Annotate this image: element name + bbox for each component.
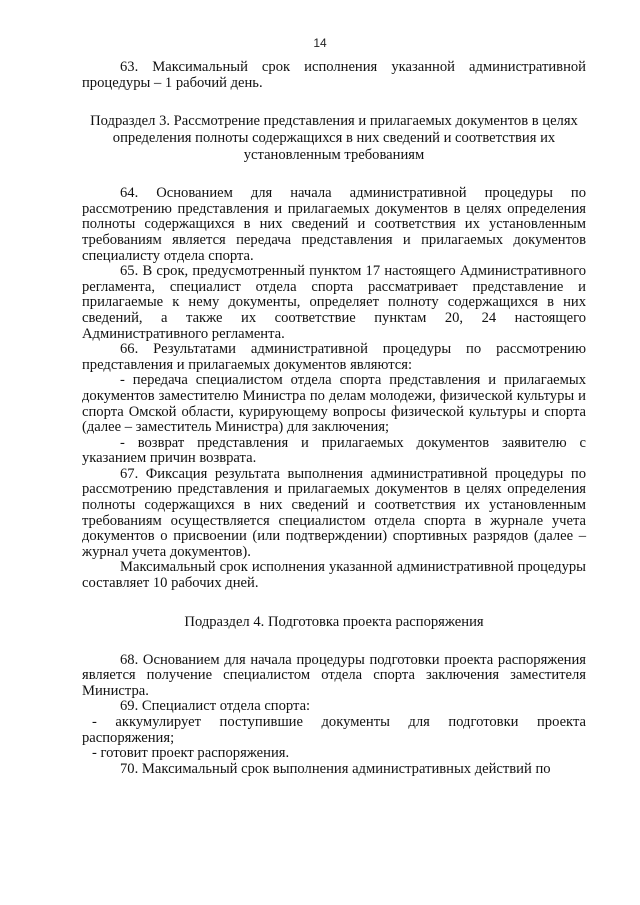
paragraph: 66. Результатами административной процедуры по рассмотрению представления и прилагаемых документов являются: (82, 341, 586, 373)
spacer (82, 91, 586, 113)
section-heading: Подраздел 3. Рассмотрение представления и прилагаемых документов в целях определения полноты содержащихся в них сведений и соответствия их установленным требованиям (90, 113, 578, 164)
paragraph: - возврат представления и прилагаемых документов заявителю с указанием причин возврата. (82, 434, 586, 467)
paragraph: - аккумулирует поступившие документы для подготовки проекта распоряжения; (82, 714, 586, 746)
paragraph: 70. Максимальный срок выполнения административных действий по (120, 760, 551, 777)
spacer (82, 631, 586, 653)
document-body (82, 60, 586, 777)
spacer (82, 592, 586, 614)
paragraph: Максимальный срок исполнения указанной административной процедуры составляет 10 рабочих дней. (82, 559, 586, 592)
spacer (82, 164, 586, 186)
paragraph: - передача специалистом отдела спорта представления и прилагаемых документов заместителю Министра по делам молодежи, физической культуры и спорта Омской области, курирующему вопросы физической культуры и спорта (далее – заместитель Министра) для заключения; (82, 372, 586, 436)
paragraph: 67. Фиксация результата выполнения административной процедуры по рассмотрению представления и прилагаемых документов в целях определения полноты содержащихся в них сведений и соответствия их установленным требованиям осуществляется специалистом отдела спорта в журнале учета документов о присвоении (или подтверждении) спортивных разрядов (далее – журнал учета документов). (82, 465, 586, 560)
paragraph: 69. Специалист отдела спорта: (120, 698, 311, 715)
paragraph: 68. Основанием для начала процедуры подготовки проекта распоряжения является получение специалистом отдела спорта заключения заместителя Министра. (82, 651, 586, 699)
paragraph: - готовит проект распоряжения. (92, 745, 290, 762)
paragraph: 64. Основанием для начала административной процедуры по рассмотрению представления и прилагаемых документов в целях определения полноты содержащихся в них сведений и соответствия их установленным требованиям является передача представления и прилагаемых документов специалисту отдела спорта. (82, 185, 586, 264)
page-number: 14 (313, 36, 327, 50)
paragraph: 65. В срок, предусмотренный пунктом 17 настоящего Административного регламента, специалист отдела спорта рассматривает представление и прилагаемые к нему документы, определяет полноту содержащихся в них сведений, а также их соответствие пунктам 20, 24 настоящего Административного регламента. (82, 263, 586, 342)
paragraph: 63. Максимальный срок исполнения указанной административной процедуры – 1 рабочий день. (82, 59, 586, 91)
section-heading: Подраздел 4. Подготовка проекта распоряжения (184, 613, 484, 630)
